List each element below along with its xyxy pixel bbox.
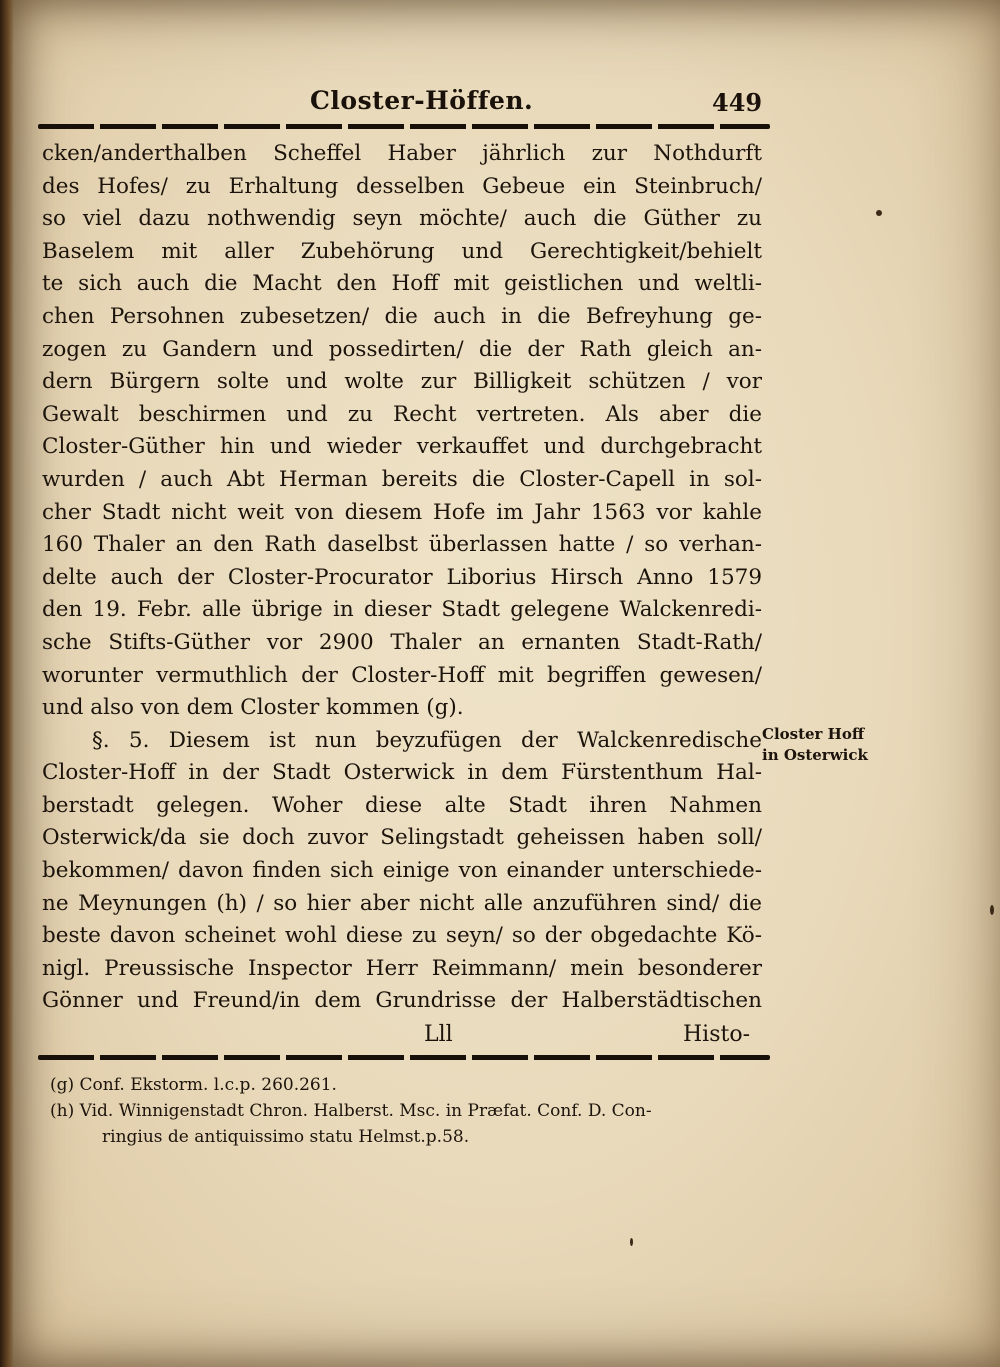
body-text <box>42 138 762 1018</box>
text-line: Osterwick/da sie doch zuvor Selingstadt geheissen haben soll/ <box>42 825 762 851</box>
text-line: beste davon scheinet wohl diese zu seyn/ so der obgedachte Kö- <box>42 923 762 949</box>
catchword: Histo- <box>682 1022 750 1047</box>
signature-mark: Lll <box>424 1022 453 1047</box>
text-line: worunter vermuthlich der Closter-Hoff mit begriffen gewesen/ <box>42 662 762 688</box>
text-line: so viel dazu nothwendig seyn möchte/ auch die Güther zu <box>42 206 762 232</box>
page-header <box>40 80 780 120</box>
text-line: cher Stadt nicht weit von diesem Hofe im Jahr 1563 vor kahle <box>42 499 762 525</box>
text-line: Closter-Güther hin und wieder verkauffet und durchgebracht <box>42 434 762 460</box>
text-line: Gewalt beschirmen und zu Recht vertreten. Als aber die <box>42 401 762 427</box>
page-number: 449 <box>712 88 763 117</box>
text-line: den 19. Febr. alle übrige in dieser Stadt gelegene Walckenredi- <box>42 597 762 623</box>
text-line: cken/anderthalben Scheffel Haber jährlich zur Nothdurft <box>42 141 762 166</box>
text-line: te sich auch die Macht den Hoff mit geistlichen und weltli- <box>42 271 762 297</box>
text-line: ne Meynungen (h) / so hier aber nicht alle anzuführen sind/ die <box>42 890 762 916</box>
footnotes <box>50 1072 750 1150</box>
footnote-h: (h) Vid. Winnigenstadt Chron. Halberst. Msc. in Præfat. Conf. D. Con- <box>50 1101 652 1121</box>
catch-line <box>42 1022 762 1054</box>
footnote-h-continued: ringius de antiquissimo statu Helmst.p.58. <box>102 1127 470 1147</box>
footnote-g: (g) Conf. Ekstorm. l.c.p. 260.261. <box>50 1075 337 1095</box>
text-line: chen Persohnen zubesetzen/ die auch in die Befreyhung ge- <box>42 303 762 329</box>
text-line: sche Stifts-Güther vor 2900 Thaler an ernanten Stadt-Rath/ <box>42 629 762 655</box>
header-rule <box>38 124 770 129</box>
text-line: 160 Thaler an den Rath daselbst überlassen hatte / so verhan- <box>42 532 762 558</box>
margin-note-line: in Osterwick <box>762 746 868 764</box>
text-line: dern Bürgern solte und wolte zur Billigkeit schützen / vor <box>42 369 762 395</box>
text-line: Closter-Hoff in der Stadt Osterwick in dem Fürstenthum Hal- <box>42 760 762 786</box>
text-line: Gönner und Freund/in dem Grundrisse der Halberstädtischen <box>42 988 762 1014</box>
text-line: bekommen/ davon finden sich einige von einander unterschiede- <box>42 858 762 884</box>
page-binding-edge <box>0 0 14 1367</box>
text-line: Baselem mit aller Zubehörung und Gerechtigkeit/behielt <box>42 238 762 264</box>
margin-note-line: Closter Hoff <box>762 725 865 743</box>
text-line: berstadt gelegen. Woher diese alte Stadt ihren Nahmen <box>42 792 762 818</box>
text-line: und also von dem Closter kommen (g). <box>42 695 464 721</box>
text-line-paragraph-start: §. 5. Diesem ist nun beyzufügen der Walckenredische <box>92 727 762 753</box>
footnote-rule <box>38 1055 770 1060</box>
running-head: Closter-Höffen. <box>310 86 534 115</box>
text-line: nigl. Preussische Inspector Herr Reimmann/ mein besonderer <box>42 955 762 981</box>
margin-note <box>762 724 882 766</box>
ink-speck <box>990 905 994 915</box>
text-line: des Hofes/ zu Erhaltung desselben Gebeue ein Steinbruch/ <box>42 173 762 199</box>
text-line: delte auch der Closter-Procurator Liborius Hirsch Anno 1579 <box>42 564 762 590</box>
text-line: wurden / auch Abt Herman bereits die Closter-Capell in sol- <box>42 466 762 492</box>
text-line: zogen zu Gandern und possedirten/ die der Rath gleich an- <box>42 336 762 362</box>
ink-speck <box>630 1238 633 1246</box>
ink-speck <box>876 210 882 216</box>
